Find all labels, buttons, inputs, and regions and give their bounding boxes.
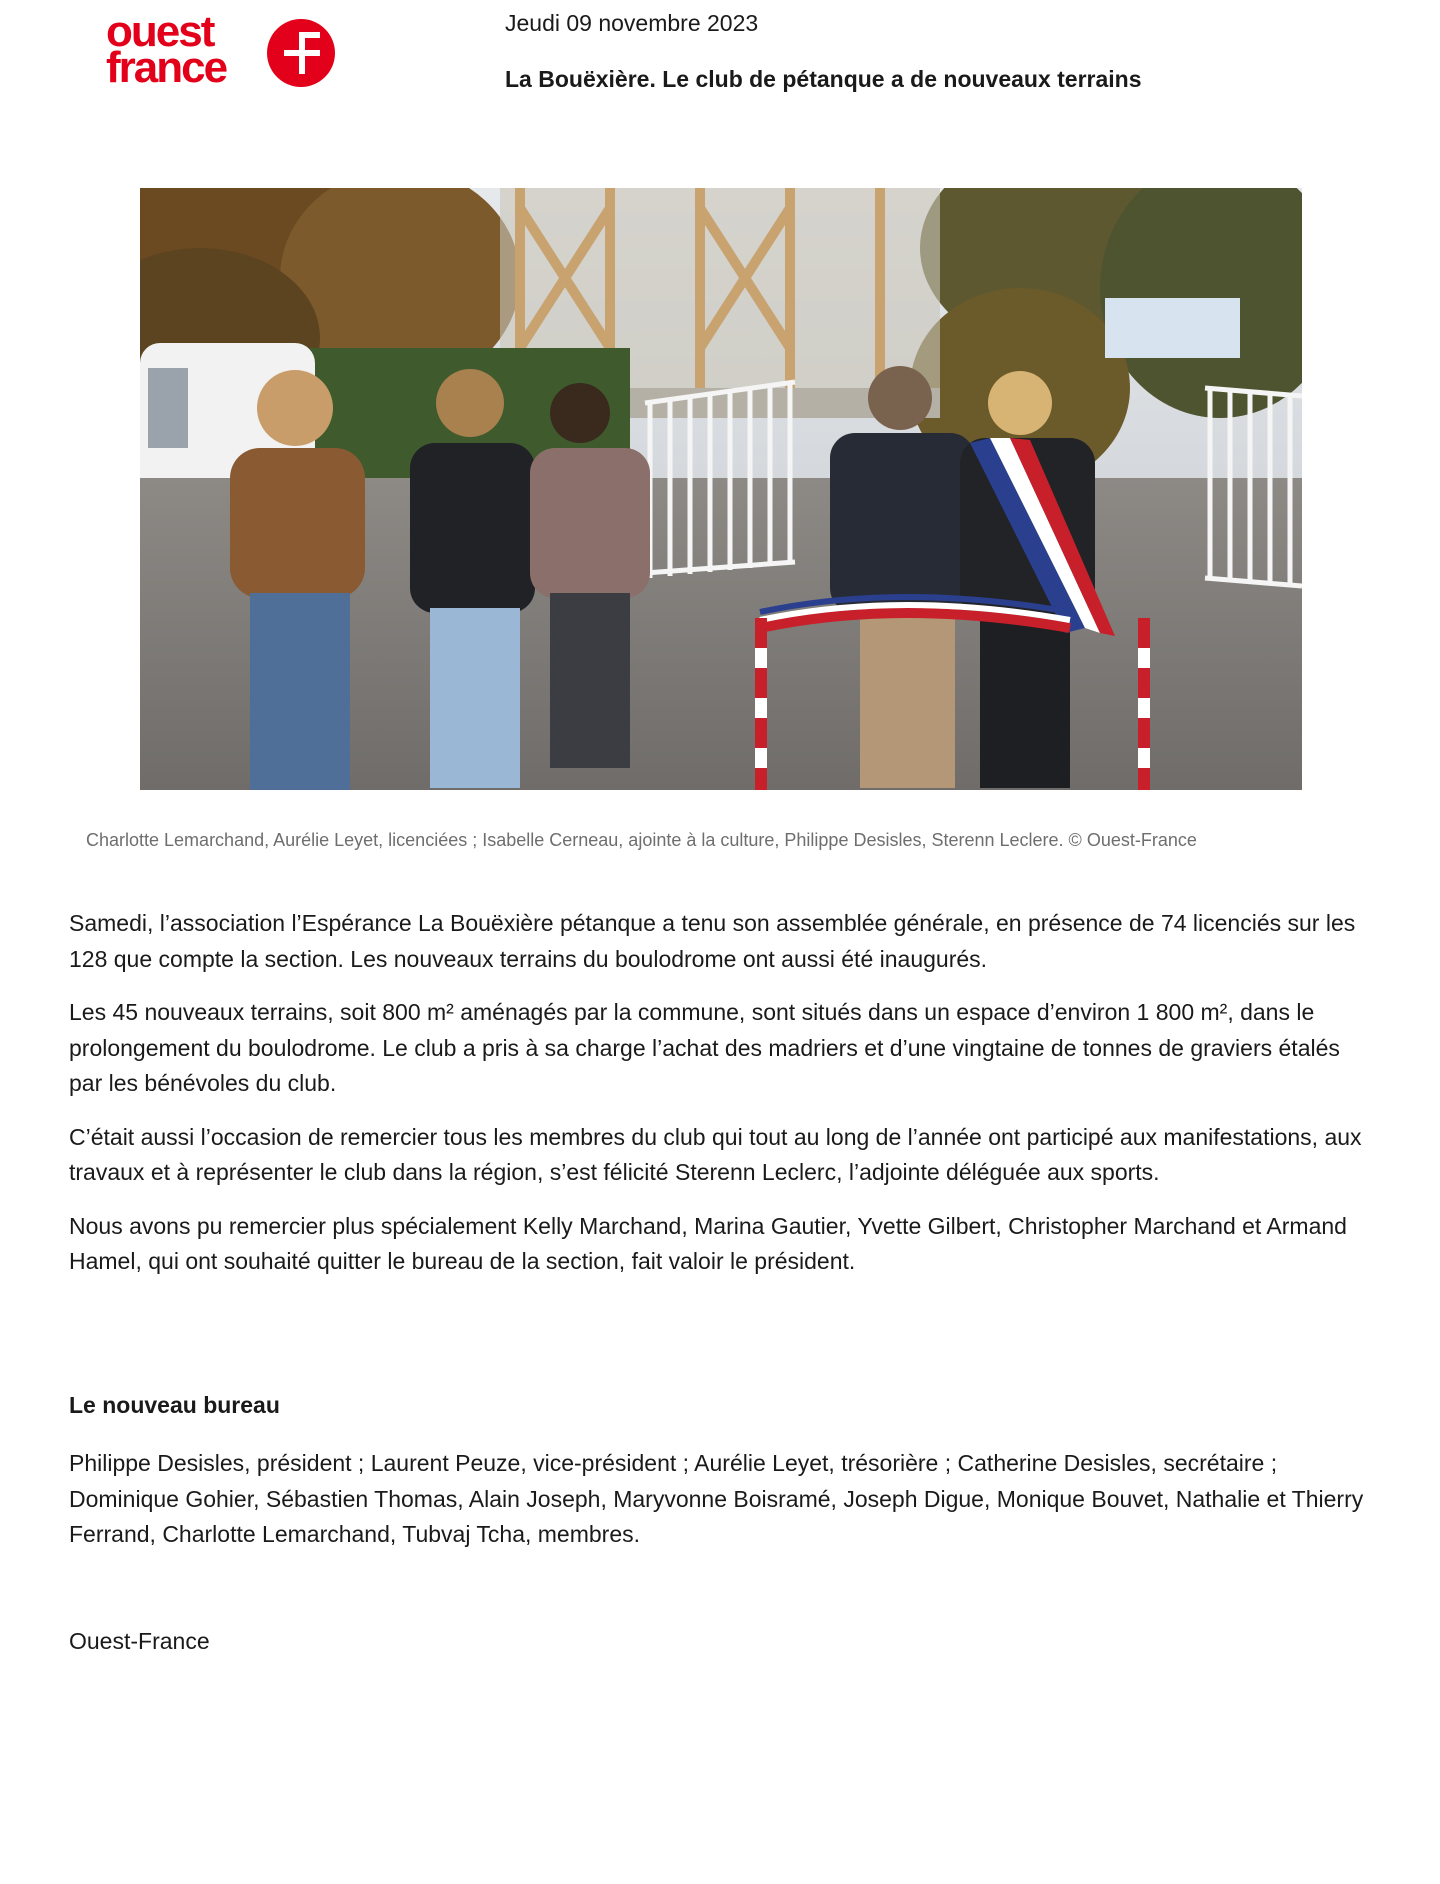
- article-headline: La Bouëxière. Le club de pétanque a de nouveaux terrains: [505, 66, 1142, 92]
- article-paragraph: Les 45 nouveaux terrains, soit 800 m² aménagés par la commune, sont situés dans un espace d’environ 1 800 m², dans le prolongement du boulodrome. Le club a pris à sa charge l’achat des madriers et d’une vingtaine de tonnes de graviers étalés par les bénévoles du club.: [69, 999, 1340, 1096]
- logo-circle-icon: [266, 18, 336, 88]
- section-subhead: Le nouveau bureau: [69, 1392, 280, 1418]
- ribbon-cutting-photo: [140, 188, 1302, 790]
- article-photo: [140, 188, 1302, 790]
- publication-date: Jeudi 09 novembre 2023: [505, 10, 759, 36]
- article-paragraph: Nous avons pu remercier plus spécialement Kelly Marchand, Marina Gautier, Yvette Gilbert, Christopher Marchand et Armand Hamel, qui ont souhaité quitter le bureau de la section, fait valoir le président.: [69, 1212, 1347, 1274]
- article-source: Ouest-France: [69, 1628, 210, 1654]
- bureau-members: Philippe Desisles, président ; Laurent Peuze, vice-président ; Aurélie Leyet, trésorière ; Catherine Desisles, secrétaire ; Dominique Gohier, Sébastien Thomas, Alain Joseph, Maryvonne Boisramé, Joseph Digue, Monique Bouvet, Nathalie et Thierry Ferrand, Charlotte Lemarchand, Tubvaj Tcha, membres.: [69, 1450, 1364, 1547]
- photo-caption: Charlotte Lemarchand, Aurélie Leyet, licenciées ; Isabelle Cerneau, ajointe à la culture, Philippe Desisles, Sterenn Leclere. © Ouest-France: [86, 830, 1197, 850]
- logo-wordmark: [106, 7, 266, 92]
- article-body: [69, 906, 1379, 1298]
- article-paragraph: Samedi, l’association l’Espérance La Bouëxière pétanque a tenu son assemblée générale, en présence de 74 licenciés sur les 128 que compte la section. Les nouveaux terrains du boulodrome ont aussi été inaugurés.: [69, 910, 1356, 972]
- logo-line-2: france: [106, 43, 227, 92]
- logo-line-1: ouest: [106, 7, 214, 56]
- ouest-france-logo: [106, 7, 336, 94]
- article-paragraph: C’était aussi l’occasion de remercier tous les membres du club qui tout au long de l’année ont participé aux manifestations, aux travaux et à représenter le club dans la région, s’est félicité Sterenn Leclerc, l’adjointe déléguée aux sports.: [69, 1123, 1362, 1185]
